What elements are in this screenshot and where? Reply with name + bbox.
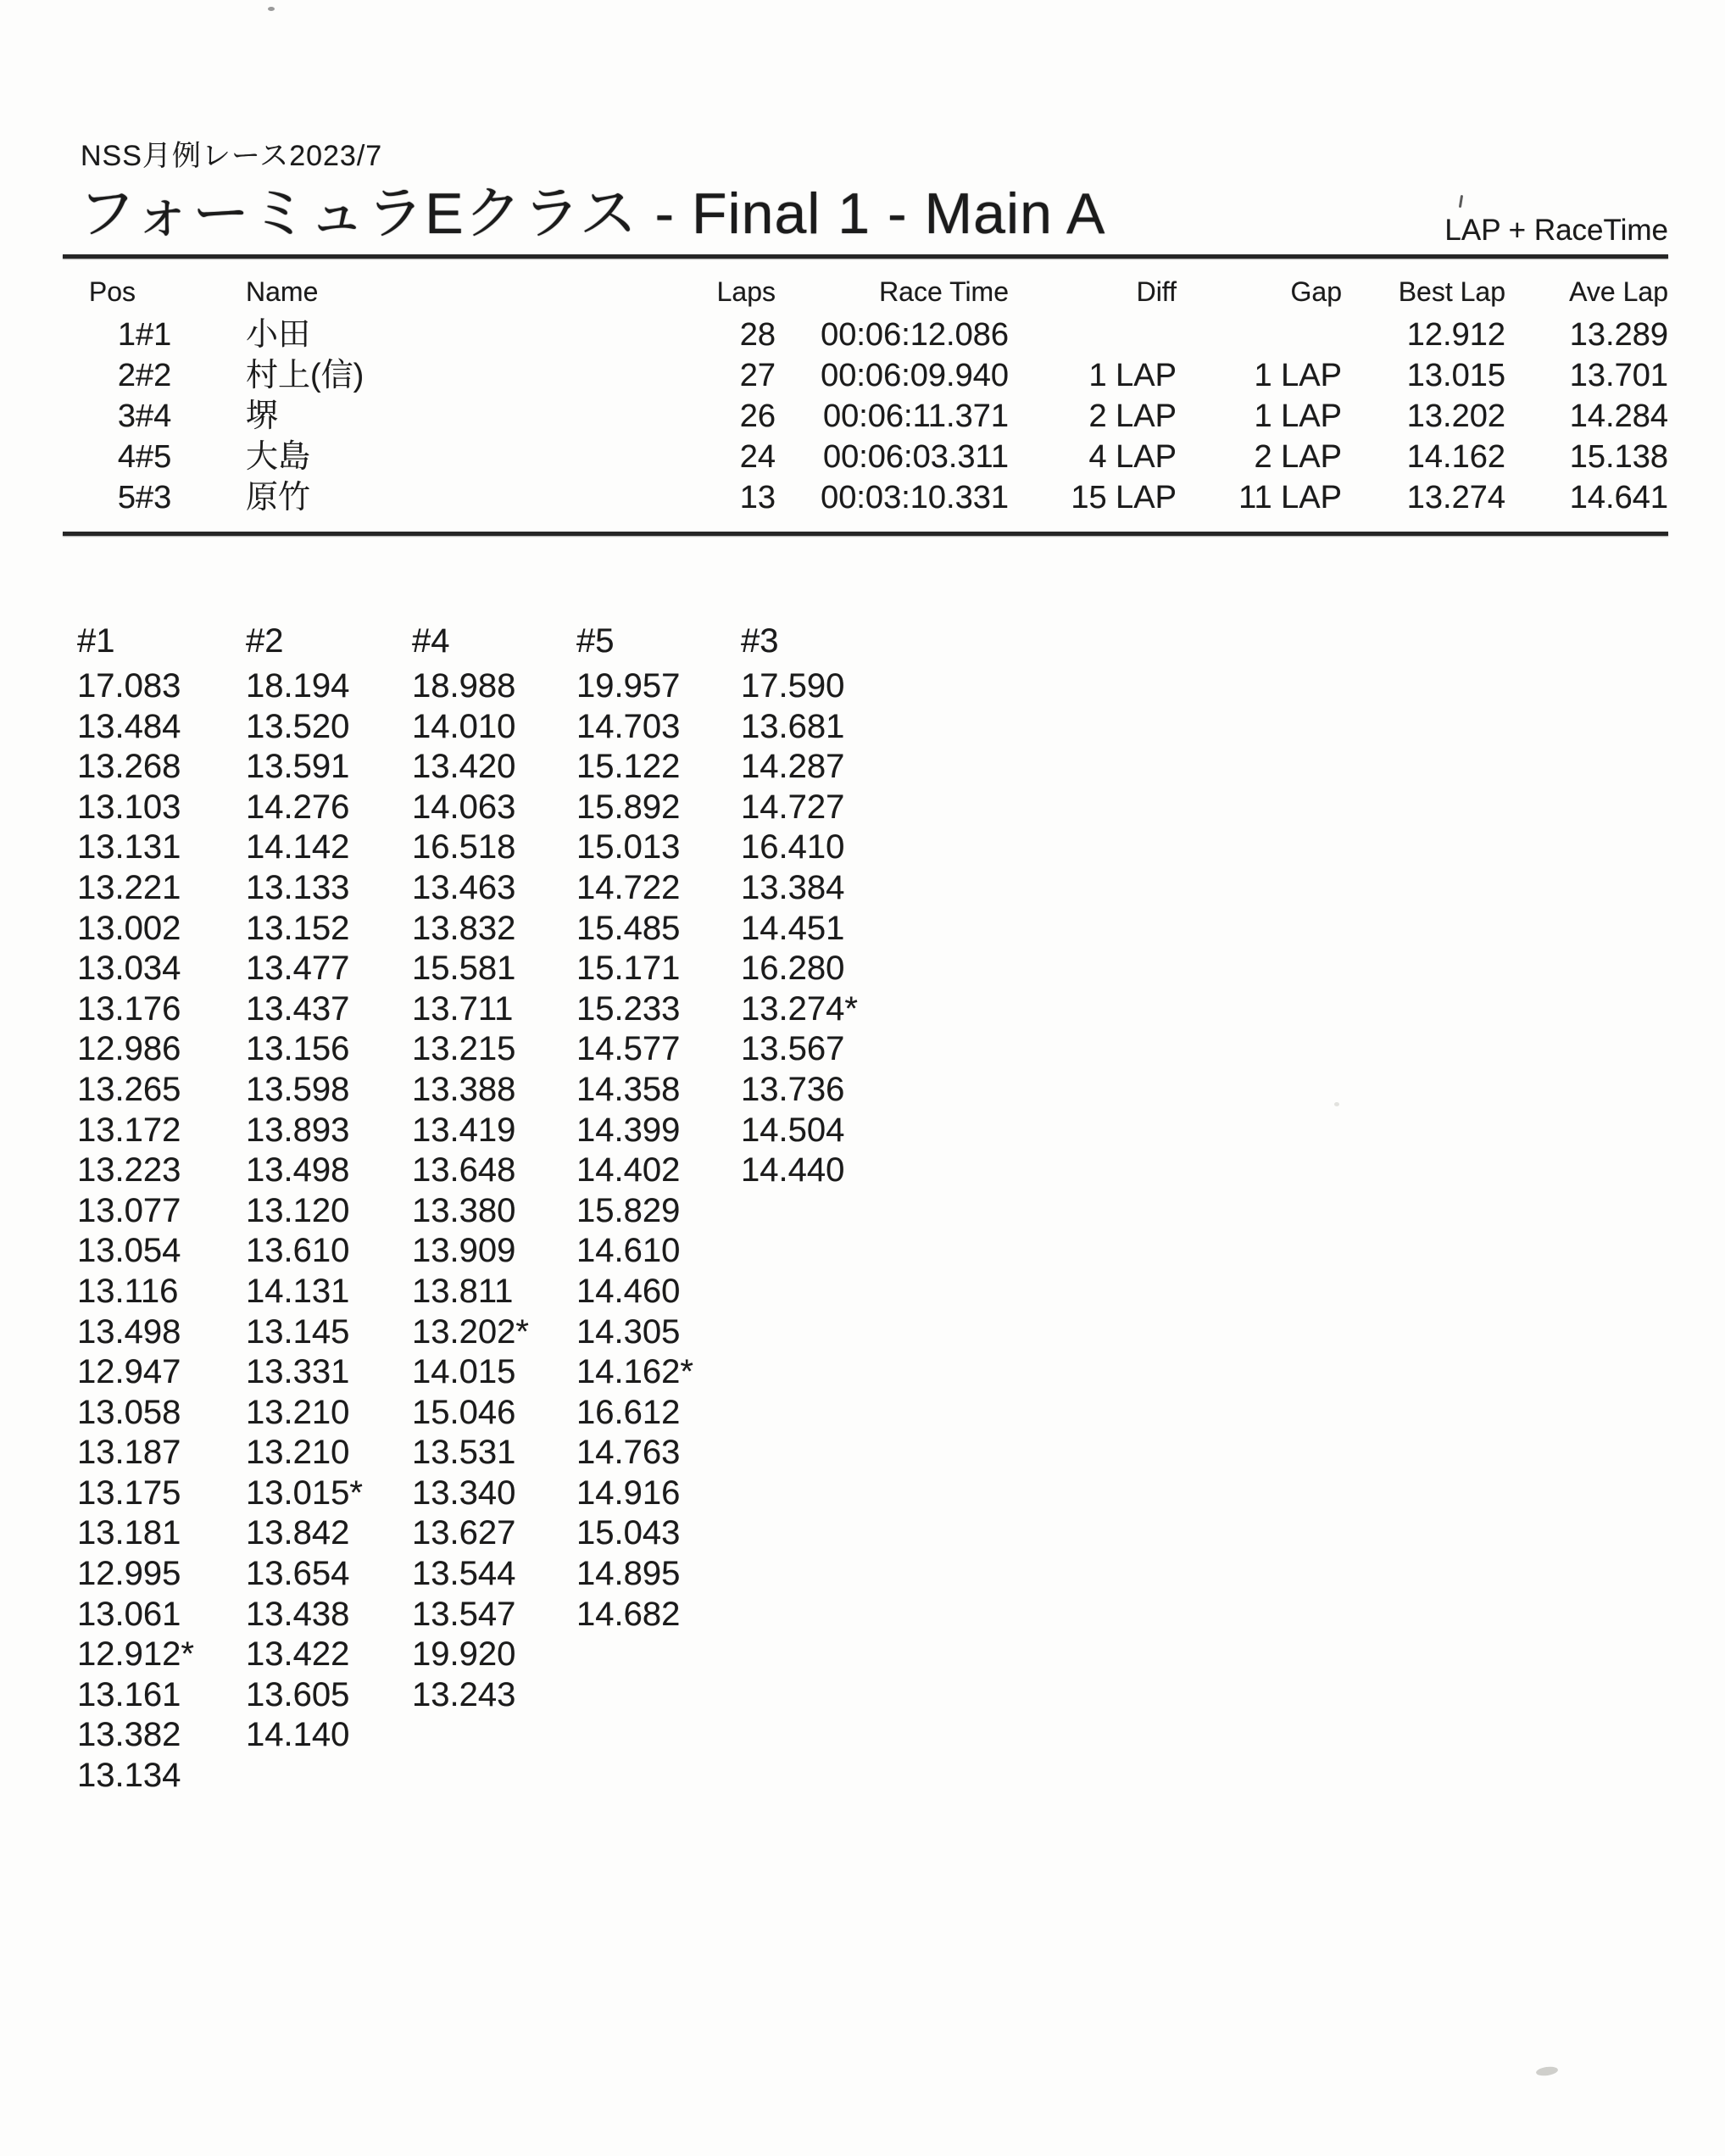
lap-time-cell: 13.116: [77, 1272, 179, 1310]
lap-time-cell: 13.419: [412, 1111, 516, 1149]
lap-time-cell: 17.083: [77, 667, 181, 705]
lap-time-cell: 13.893: [246, 1111, 350, 1149]
lap-time-cell: 13.598: [246, 1070, 350, 1108]
result-cell-ave_lap: 14.641: [1569, 480, 1668, 515]
results-table: [64, 270, 1668, 515]
scan-artifact-dot: [268, 7, 275, 11]
lap-time-cell: 14.610: [576, 1232, 681, 1270]
lap-time-cell: 14.402: [576, 1151, 681, 1189]
result-cell-diff: 4 LAP: [1088, 439, 1177, 475]
lap-time-cell: 13.103: [77, 788, 181, 826]
lap-time-cell: 13.210: [246, 1393, 350, 1431]
scan-artifact-tick: [1459, 195, 1463, 208]
result-cell-pos: 5: [117, 480, 136, 515]
lap-time-cell: 13.463: [412, 868, 516, 906]
result-cell-ave_lap: 13.289: [1569, 317, 1668, 353]
result-cell-no: #5: [136, 439, 172, 475]
lap-time-cell: 14.063: [412, 788, 516, 826]
lap-time-cell: 16.280: [741, 950, 845, 988]
lap-time-cell: 13.832: [412, 909, 516, 947]
lap-time-cell: 13.134: [77, 1757, 181, 1795]
result-row: [64, 434, 1668, 475]
result-cell-race_time: 00:06:03.311: [822, 439, 1009, 475]
lap-time-cell: 13.172: [77, 1111, 181, 1149]
lap-time-cell: 19.920: [412, 1635, 516, 1674]
result-cell-pos: 2: [117, 358, 136, 393]
lap-time-cell: 13.654: [246, 1555, 350, 1593]
lap-time-cell: 14.015: [412, 1353, 516, 1391]
lap-time-cell: 13.175: [77, 1474, 181, 1512]
lap-times-section: [77, 621, 1010, 1825]
lap-column-header: #5: [576, 622, 615, 660]
result-cell-no: #1: [136, 317, 172, 353]
lap-time-cell: 13.388: [412, 1070, 516, 1108]
lap-time-cell: 13.422: [246, 1635, 350, 1674]
race-title: フォーミュラEクラス - Final 1 - Main A: [78, 181, 1106, 246]
lap-time-cell: 13.909: [412, 1232, 516, 1270]
result-cell-pos: 4: [117, 439, 136, 475]
lap-time-cell: 13.215: [412, 1030, 516, 1068]
lap-time-cell: 13.274*: [741, 989, 858, 1028]
lap-time-cell: 13.034: [77, 950, 181, 988]
lap-time-cell: 13.176: [77, 989, 181, 1028]
lap-time-cell: 14.162*: [576, 1353, 693, 1391]
lap-time-cell: 14.358: [576, 1070, 681, 1108]
lap-time-cell: 14.682: [576, 1595, 681, 1633]
lap-time-cell: 13.382: [77, 1716, 181, 1754]
lap-time-cell: 17.590: [741, 667, 845, 705]
result-cell-laps: 13: [739, 480, 776, 515]
lap-column-header: #1: [77, 622, 115, 660]
result-cell-name: 堺: [246, 398, 279, 434]
lap-time-cell: 14.916: [576, 1474, 681, 1512]
lap-time-cell: 18.194: [246, 667, 350, 705]
timing-mode-label: LAP + RaceTime: [1444, 214, 1668, 247]
lap-time-cell: 13.187: [77, 1434, 181, 1472]
result-cell-best_lap: 12.912: [1406, 317, 1505, 353]
lap-time-cell: 15.485: [576, 909, 681, 947]
lap-time-cell: 15.892: [576, 788, 681, 826]
lap-time-cell: 19.957: [576, 667, 681, 705]
lap-time-cell: 13.145: [246, 1312, 350, 1351]
lap-time-cell: 13.002: [77, 909, 181, 947]
result-cell-laps: 28: [739, 317, 776, 353]
result-cell-race_time: 00:06:09.940: [821, 358, 1009, 393]
result-cell-pos: 1: [117, 317, 136, 353]
result-cell-no: #2: [136, 358, 172, 393]
result-cell-diff: [1009, 312, 1177, 353]
lap-time-cell: 15.233: [576, 989, 681, 1028]
lap-time-cell: 13.243: [412, 1675, 516, 1713]
result-cell-name: 村上(信): [246, 358, 364, 393]
result-cell-best_lap: 13.274: [1406, 480, 1505, 515]
col-header-pos: Pos: [88, 276, 136, 307]
result-cell-laps: 24: [739, 439, 776, 475]
lap-time-cell: 14.305: [576, 1312, 681, 1351]
col-header-ave-lap: Ave Lap: [1569, 276, 1668, 307]
lap-time-cell: 14.895: [576, 1555, 681, 1593]
result-cell-best_lap: 14.162: [1406, 439, 1505, 475]
lap-time-cell: 16.612: [576, 1393, 681, 1431]
lap-time-cell: 13.420: [412, 748, 516, 786]
scan-artifact-smudge: [1535, 2065, 1558, 2077]
lap-time-cell: 14.763: [576, 1434, 681, 1472]
result-cell-race_time: 00:03:10.331: [821, 480, 1009, 515]
lap-time-cell: 15.013: [576, 828, 681, 866]
lap-time-cell: 13.202*: [412, 1312, 529, 1351]
result-cell-race_time: 00:06:12.086: [821, 317, 1009, 353]
lap-time-cell: 13.591: [246, 748, 350, 786]
col-header-carno: [136, 270, 246, 312]
lap-time-cell: 14.504: [741, 1111, 845, 1149]
result-cell-gap: 2 LAP: [1254, 439, 1342, 475]
lap-time-cell: 14.142: [246, 828, 350, 866]
lap-time-cell: 13.842: [246, 1514, 350, 1552]
lap-time-cell: 13.477: [246, 950, 350, 988]
lap-time-cell: 13.736: [741, 1070, 845, 1108]
result-row: [64, 312, 1668, 353]
lap-time-cell: 13.131: [77, 828, 181, 866]
result-cell-gap: [1177, 312, 1342, 353]
lap-time-cell: 14.440: [741, 1151, 845, 1189]
result-cell-name: 大島: [246, 439, 311, 475]
lap-time-cell: 14.399: [576, 1111, 681, 1149]
result-cell-no: #3: [136, 480, 172, 515]
result-cell-laps: 26: [739, 398, 776, 434]
lap-time-cell: 13.627: [412, 1514, 516, 1552]
lap-time-cell: 14.010: [412, 707, 516, 745]
lap-time-cell: 12.995: [77, 1555, 181, 1593]
lap-time-cell: 13.133: [246, 868, 350, 906]
lap-time-cell: 15.171: [576, 950, 681, 988]
col-header-laps: Laps: [716, 276, 776, 307]
lap-time-cell: 13.058: [77, 1393, 181, 1431]
lap-time-cell: 13.015*: [246, 1474, 363, 1512]
lap-time-cell: 14.451: [741, 909, 845, 947]
col-header-race-time: Race Time: [879, 276, 1009, 307]
col-header-best-lap: Best Lap: [1398, 276, 1505, 307]
lap-time-cell: 13.438: [246, 1595, 350, 1633]
lap-column: [741, 621, 944, 1191]
lap-time-cell: 13.221: [77, 868, 181, 906]
lap-time-cell: 13.648: [412, 1151, 516, 1189]
lap-time-cell: 13.711: [412, 989, 514, 1028]
lap-time-cell: 13.484: [77, 707, 181, 745]
result-cell-pos: 3: [117, 398, 136, 434]
lap-time-cell: 13.054: [77, 1232, 181, 1270]
lap-time-cell: 14.140: [246, 1716, 350, 1754]
col-header-name: Name: [246, 276, 319, 307]
lap-time-cell: 14.727: [741, 788, 845, 826]
lap-time-cell: 13.061: [77, 1595, 181, 1633]
result-cell-race_time: 00:06:11.371: [822, 398, 1009, 434]
result-cell-no: #4: [136, 398, 172, 434]
results-header-row: [64, 270, 1668, 312]
lap-time-cell: 13.498: [77, 1312, 181, 1351]
lap-time-cell: 13.156: [246, 1030, 350, 1068]
lap-time-cell: 13.152: [246, 909, 350, 947]
divider-top: [63, 254, 1668, 259]
lap-time-cell: 13.531: [412, 1434, 516, 1472]
lap-time-cell: 13.210: [246, 1434, 350, 1472]
lap-time-cell: 13.520: [246, 707, 350, 745]
lap-time-cell: 14.703: [576, 707, 681, 745]
lap-time-cell: 14.722: [576, 868, 681, 906]
result-cell-ave_lap: 13.701: [1569, 358, 1668, 393]
lap-time-cell: 15.122: [576, 748, 681, 786]
lap-time-cell: 14.460: [576, 1272, 681, 1310]
result-cell-name: 小田: [246, 317, 311, 353]
col-header-diff: Diff: [1136, 276, 1177, 307]
lap-time-cell: 14.131: [246, 1272, 350, 1310]
result-cell-diff: 1 LAP: [1088, 358, 1177, 393]
result-cell-diff: 2 LAP: [1088, 398, 1177, 434]
result-cell-best_lap: 13.015: [1406, 358, 1505, 393]
result-cell-diff: 15 LAP: [1071, 480, 1177, 515]
lap-time-cell: 13.223: [77, 1151, 181, 1189]
lap-time-cell: 18.988: [412, 667, 516, 705]
lap-time-cell: 13.544: [412, 1555, 516, 1593]
lap-time-cell: 13.181: [77, 1514, 181, 1552]
lap-time-cell: 16.410: [741, 828, 845, 866]
scan-artifact-speck: [1334, 1102, 1339, 1106]
result-cell-ave_lap: 14.284: [1569, 398, 1668, 434]
lap-time-cell: 13.547: [412, 1595, 516, 1633]
lap-time-cell: 13.498: [246, 1151, 350, 1189]
lap-time-cell: 13.384: [741, 868, 845, 906]
lap-time-cell: 15.829: [576, 1191, 681, 1229]
result-cell-gap: 1 LAP: [1254, 358, 1342, 393]
lap-time-cell: 12.912*: [77, 1635, 194, 1674]
lap-time-cell: 13.567: [741, 1030, 845, 1068]
lap-time-cell: 13.331: [246, 1353, 350, 1391]
lap-time-cell: 13.380: [412, 1191, 516, 1229]
result-cell-best_lap: 13.202: [1406, 398, 1505, 434]
lap-time-cell: 13.811: [412, 1272, 514, 1310]
result-cell-gap: 11 LAP: [1238, 480, 1342, 515]
lap-time-cell: 16.518: [412, 828, 516, 866]
lap-time-cell: 13.605: [246, 1675, 350, 1713]
lap-time-cell: 15.581: [412, 950, 516, 988]
lap-time-cell: 13.077: [77, 1191, 181, 1229]
lap-time-cell: 13.437: [246, 989, 350, 1028]
lap-time-cell: 13.340: [412, 1474, 516, 1512]
result-cell-ave_lap: 15.138: [1569, 439, 1668, 475]
event-name: NSS月例レース2023/7: [81, 140, 383, 172]
lap-time-cell: 14.287: [741, 748, 845, 786]
lap-time-cell: 13.120: [246, 1191, 350, 1229]
lap-time-cell: 13.681: [741, 707, 845, 745]
lap-time-cell: 13.265: [77, 1070, 181, 1108]
result-row: [64, 353, 1668, 393]
lap-time-cell: 12.986: [77, 1030, 181, 1068]
col-header-gap: Gap: [1290, 276, 1342, 307]
results-body: [64, 312, 1668, 515]
result-cell-gap: 1 LAP: [1254, 398, 1342, 434]
lap-time-cell: 15.043: [576, 1514, 681, 1552]
result-cell-laps: 27: [739, 358, 776, 393]
result-row: [64, 393, 1668, 434]
lap-time-cell: 13.161: [77, 1675, 181, 1713]
lap-time-cell: 15.046: [412, 1393, 516, 1431]
result-cell-name: 原竹: [246, 480, 311, 515]
lap-time-cell: 13.610: [246, 1232, 350, 1270]
lap-time-cell: 13.268: [77, 748, 181, 786]
lap-time-cell: 14.577: [576, 1030, 681, 1068]
lap-column-header: #3: [741, 622, 779, 660]
divider-bottom: [63, 532, 1668, 536]
lap-column-header: #4: [412, 622, 450, 660]
lap-time-cell: 14.276: [246, 788, 350, 826]
lap-time-cell: 12.947: [77, 1353, 181, 1391]
result-row: [64, 475, 1668, 515]
lap-column-header: #2: [246, 622, 284, 660]
